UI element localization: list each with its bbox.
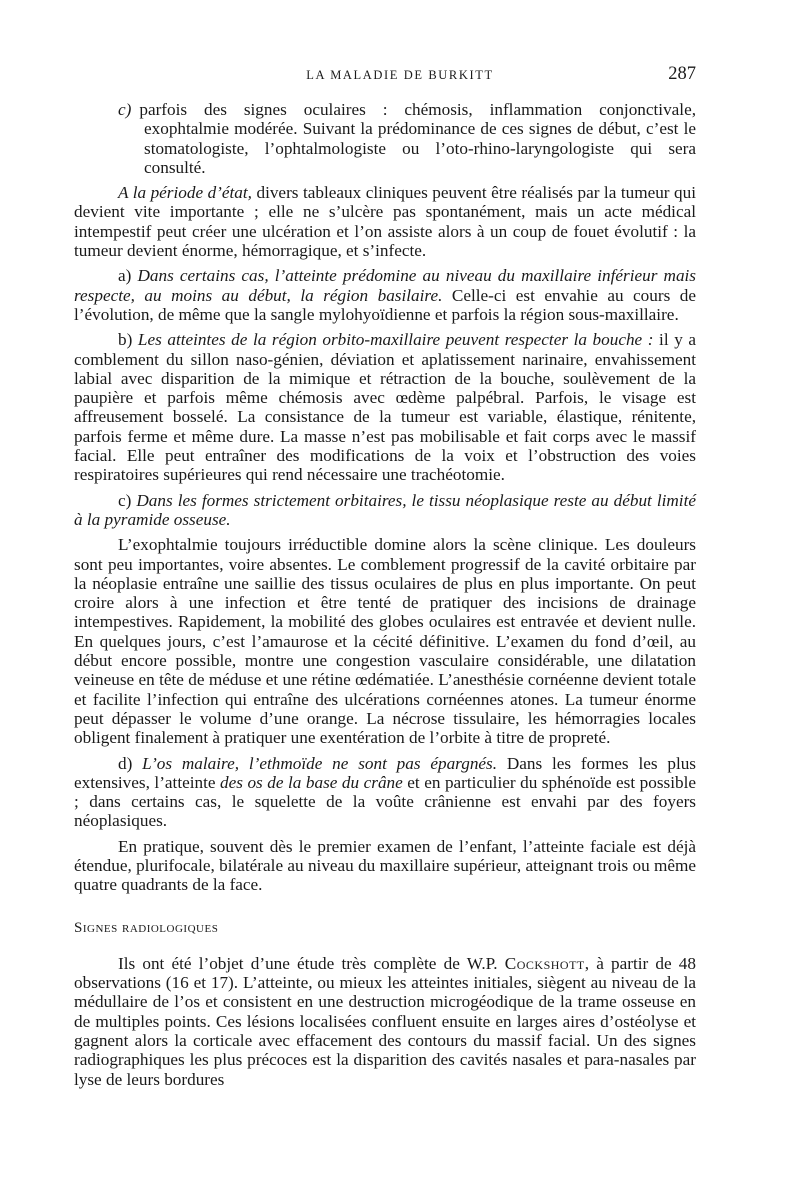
paragraph-item-c-oculaires bbox=[74, 100, 696, 177]
author-name: Cockshott bbox=[504, 953, 585, 973]
case-text: il y a comblement du sillon naso-génien, déviation et aplatissement narinaire, envahissement labial avec disparition de la mimique et rétraction de la bouche, soulèvement de la paupière et parfois même chémosis avec œdème palpébral. Parfois, le visage est affreusement bosselé. La consistance de la tumeur est variable, élastique, rénitente, parfois ferme et même dure. La masse n’est pas mobilisable et fait corps avec le massif facial. Elle peut entraîner des modifications de la voix et l’obstruction des voies respiratoires supérieures qui rend nécessaire une trachéotomie. bbox=[74, 330, 696, 485]
page-number: 287 bbox=[668, 64, 696, 84]
italic-lead: A la période d’état, bbox=[118, 183, 252, 203]
paragraph-text: divers tableaux cliniques peuvent être réalisés par la tumeur qui devient vite importante ; elle ne s’ulcère pas spontanément, mais un acte médical intempestif peut créer une ulcération et l’on assiste alors à un coup de fouet évolutif : la tumeur devient énorme, hémorragique, et s’infecte. bbox=[74, 183, 696, 261]
paragraph-periode-etat bbox=[74, 183, 696, 260]
paragraph-exophtalmie bbox=[74, 535, 696, 747]
paragraph-case-c bbox=[74, 491, 696, 530]
case-text: Dans les formes les plus extensives, l’atteinte bbox=[74, 753, 697, 792]
section-heading-signes-radiologiques: Signes radiologiques bbox=[74, 919, 219, 936]
paragraph-case-a bbox=[74, 266, 696, 324]
case-marker: b) bbox=[118, 330, 133, 350]
paragraph-en-pratique bbox=[74, 837, 696, 895]
case-marker: a) bbox=[118, 266, 132, 286]
case-italic-inline: des os de la base du crâne bbox=[220, 772, 403, 792]
case-marker: c) bbox=[118, 490, 132, 510]
case-text-continued: et en particulier du sphénoïde est possible ; dans certains cas, le squelette de la voûte crânienne est envahi par des foyers néoplasiques. bbox=[74, 772, 696, 831]
running-title: LA MALADIE DE BURKITT bbox=[306, 68, 494, 82]
running-head bbox=[0, 64, 800, 88]
paragraph-case-d bbox=[74, 754, 696, 831]
case-italic: L’os malaire, l’ethmoïde ne sont pas épargnés. bbox=[142, 753, 498, 773]
item-text: parfois des signes oculaires : chémosis, inflammation conjonctivale, exophtalmie modérée. Suivant la prédominance de ces signes de début, c’est le stomatologiste, l’ophtalmologiste ou l’oto-rhino-laryngologiste qui sera consulté. bbox=[139, 100, 696, 177]
paragraph-text: En pratique, souvent dès le premier examen de l’enfant, l’atteinte faciale est déjà étendue, plurifocale, bilatérale au niveau du maxillaire supérieur, atteignant trois ou même quatre quadrants de la face. bbox=[74, 836, 696, 895]
paragraph-case-b bbox=[74, 330, 696, 484]
paragraph-text: Ils ont été l’objet d’une étude très complète de W.P. bbox=[118, 953, 505, 973]
paragraph-radiologie bbox=[74, 954, 696, 1089]
case-italic: Dans certains cas, l’atteinte prédomine au niveau du maxillaire inférieur mais respecte, au moins au début, la région basilaire. bbox=[74, 266, 697, 305]
item-marker: c) bbox=[118, 100, 132, 119]
case-marker: d) bbox=[118, 753, 133, 773]
paragraph-text: L’exophtalmie toujours irréductible domine alors la scène clinique. Les douleurs sont peu importantes, voire absentes. Le comblement progressif de la cavité orbitaire par la néoplasie entraîne une saillie des tissus oculaires de plus en plus importante. On peut croire alors à une infection et être tenté de pratiquer des incisions de drainage intempestives. Rapidement, la mobilité des globes oculaires est entravée et devient nulle. En quelques jours, c’est l’amaurose et la cécité définitive. L’examen du fond d’œil, au début encore possible, montre une congestion vasculaire considérable, une dilatation veineuse en tête de méduse et une rétine œdématiée. L’anesthésie cornéenne devient totale et facilite l’infection qui entraîne des ulcérations cornéennes atones. La tumeur énorme peut dépasser le volume d’une orange. La nécrose tissulaire, les hémorragies locales obligent finalement à pratiquer une exentération de l’orbite à titre de propreté. bbox=[74, 535, 696, 748]
body-text bbox=[74, 100, 696, 1089]
paragraph-text-continued: , à partir de 48 observations (16 et 17). L’atteinte, ou mieux les atteintes initiales, siègent au niveau de la médullaire de l’os et consistent en une destruction microgéodique de la trame osseuse en de multiples points. Ces lésions localisées confluent ensuite en larges aires d’ostéolyse et gagnent alors la corticale avec effacement des contours du massif facial. Un des signes radiographiques les plus précoces est la disparition des cavités nasales et para-nasales par lyse de leurs bordures bbox=[74, 953, 696, 1089]
case-italic: Dans les formes strictement orbitaires, le tissu néoplasique reste au début limité à la pyramide osseuse. bbox=[74, 490, 696, 529]
case-text: Celle-ci est envahie au cours de l’évolution, de même que la sangle mylohyoïdienne et parfois la région sous-maxillaire. bbox=[74, 285, 696, 324]
case-italic: Les atteintes de la région orbito-maxillaire peuvent respecter la bouche : bbox=[137, 330, 654, 350]
